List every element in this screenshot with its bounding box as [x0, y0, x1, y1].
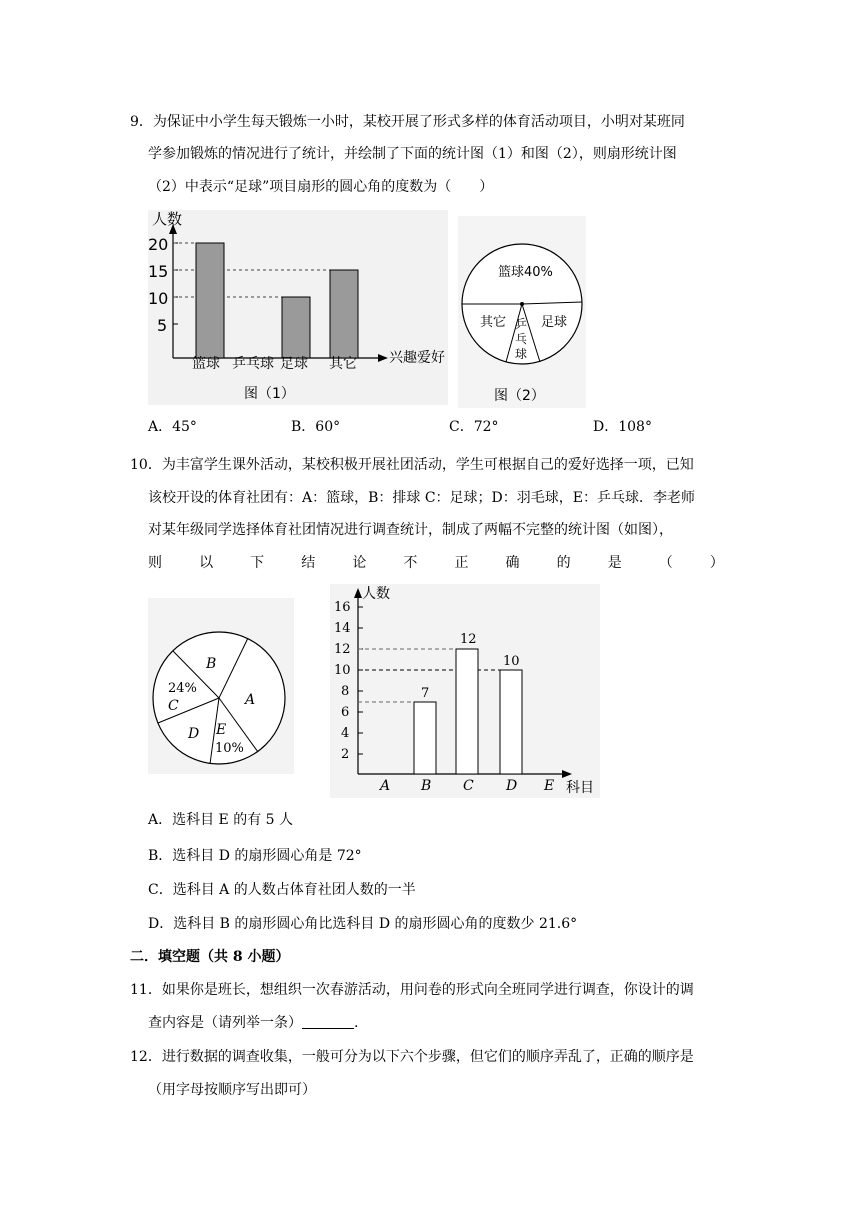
x-category-e: E	[544, 778, 555, 794]
q10-char: 下	[250, 555, 265, 571]
x-category-d: D	[506, 778, 518, 794]
x-category-other: 其它	[329, 356, 357, 372]
x-axis-arrow	[378, 354, 388, 362]
q10-option-c: C．选科目 A 的人数占体育社团人数的一半	[148, 882, 416, 898]
data-label-b: 7	[421, 686, 430, 701]
q9-figure-2	[458, 216, 586, 408]
q9-option-b: B．60°	[291, 419, 341, 435]
x-category-b: B	[421, 778, 432, 794]
q11-line-2-end: .	[354, 1015, 359, 1031]
y-axis-arrow	[354, 588, 362, 598]
y-axis-label: 人数	[362, 586, 390, 602]
q9-option-c: C．72°	[449, 419, 499, 435]
q10-char: 不	[403, 555, 418, 571]
q9-bar-chart	[148, 210, 448, 405]
q10-bar-figure	[330, 584, 600, 798]
q11-line-2	[148, 1013, 358, 1033]
q12-line-2: （用字母按顺序写出即可）	[148, 1082, 316, 1098]
pie-label-a: A	[245, 692, 256, 708]
figure-1-caption: 图（1）	[244, 386, 295, 402]
q9-line-3: （2）中表示“足球”项目扇形的圆心角的度数为（ ）	[148, 179, 494, 195]
pie-label-d: D	[188, 726, 200, 742]
q9-line-2: 学参加锻炼的情况进行了统计，并绘制了下面的统计图（1）和图（2），则扇形统计图	[148, 146, 677, 162]
x-category-basketball: 篮球	[192, 356, 220, 372]
q10-line-4	[148, 552, 724, 572]
y-tick-4: 4	[341, 726, 350, 741]
pie-label-pingpong-3: 球	[515, 347, 528, 361]
section-2-title: 二．填空题（共 8 小题）	[130, 949, 290, 965]
bar-football	[282, 297, 310, 358]
q9-line-1: 9．为保证中小学生每天锻炼一小时，某校开展了形式多样的体育活动项目，小明对某班同	[130, 114, 685, 130]
x-axis-label: 科目	[566, 780, 594, 796]
x-category-c: C	[463, 778, 474, 794]
y-tick-8: 8	[341, 684, 350, 699]
q10-char: 确	[505, 555, 520, 571]
q10-option-b: B．选科目 D 的扇形圆心角是 72°	[148, 848, 362, 864]
q9-pie-chart	[458, 216, 586, 408]
x-category-a: A	[380, 778, 391, 794]
y-axis-label: 人数	[152, 210, 183, 228]
y-tick-5: 5	[157, 316, 168, 335]
data-label-c: 12	[460, 632, 477, 647]
pie-label-football: 足球	[541, 315, 568, 330]
y-tick-16: 16	[334, 600, 351, 615]
q10-char: 则	[148, 555, 162, 571]
x-axis-arrow	[562, 770, 572, 778]
bar-b	[414, 702, 436, 774]
data-label-d: 10	[503, 654, 520, 669]
q10-char: 的	[556, 555, 571, 571]
q10-option-a: A．选科目 E 的有 5 人	[148, 812, 294, 828]
bar-d	[500, 670, 522, 774]
q10-line-3: 对某年级同学选择体育社团情况进行调查统计，制成了两幅不完整的统计图（如图），	[148, 522, 673, 538]
q10-char: ）	[709, 555, 724, 571]
q10-char: 以	[199, 555, 214, 571]
y-tick-15: 15	[148, 262, 169, 281]
q9-option-d: D．108°	[593, 419, 652, 435]
pie-center	[520, 302, 524, 306]
y-tick-14: 14	[334, 621, 351, 636]
q10-pie-chart	[148, 598, 294, 774]
y-tick-20: 20	[148, 235, 169, 254]
bar-basketball	[196, 243, 224, 358]
pie-label-e-pct: 10%	[215, 741, 244, 756]
pie-label-other: 其它	[480, 315, 507, 330]
y-tick-2: 2	[341, 747, 350, 762]
q10-char: 正	[454, 555, 469, 571]
bar-c	[456, 649, 478, 774]
y-ticks	[334, 600, 363, 762]
pie-label-pingpong-1: 乒	[515, 317, 528, 331]
pie-label-c: C	[168, 698, 179, 714]
q11-line-2-text: 查内容是（请列举一条）	[148, 1015, 302, 1031]
q11-answer-blank[interactable]	[302, 1014, 354, 1029]
x-category-pingpong: 乒乓球	[232, 356, 274, 372]
x-category-football: 足球	[280, 356, 308, 372]
pie-label-c-pct: 24%	[168, 681, 197, 696]
pie-label-pingpong-2: 乓	[515, 332, 528, 346]
q10-pie-figure	[148, 598, 294, 774]
q10-line-2: 该校开设的体育社团有：A：篮球，B：排球 C：足球；D：羽毛球，E：乒乓球．李老师	[148, 490, 696, 506]
q10-char: 结	[301, 555, 316, 571]
q9-option-a: A．45°	[148, 419, 197, 435]
q10-option-d: D．选科目 B 的扇形圆心角比选科目 D 的扇形圆心角的度数少 21.6°	[148, 916, 578, 932]
q10-line-1: 10．为丰富学生课外活动，某校积极开展社团活动，学生可根据自己的爱好选择一项，已知	[130, 457, 694, 473]
y-tick-10: 10	[334, 663, 351, 678]
q10-char: 论	[352, 555, 367, 571]
q11-line-1: 11．如果你是班长，想组织一次春游活动，用问卷的形式向全班同学进行调查，你设计的调	[130, 982, 694, 998]
y-tick-12: 12	[334, 642, 351, 657]
pie-label-basketball: 篮球40%	[498, 265, 553, 280]
y-tick-6: 6	[341, 705, 350, 720]
q12-line-1: 12．进行数据的调查收集，一般可分为以下六个步骤，但它们的顺序弄乱了，正确的顺序是	[130, 1049, 694, 1065]
q10-bar-chart	[330, 584, 600, 798]
q10-char: （	[658, 555, 673, 571]
x-axis-label: 兴趣爱好	[389, 350, 445, 366]
pie-label-e: E	[216, 722, 227, 738]
bar-other	[330, 270, 358, 358]
pie-label-b: B	[206, 656, 217, 672]
figure-2-caption: 图（2）	[494, 388, 545, 404]
q9-figure-1	[148, 210, 448, 405]
q10-char: 是	[607, 555, 622, 571]
y-tick-10: 10	[148, 289, 169, 308]
